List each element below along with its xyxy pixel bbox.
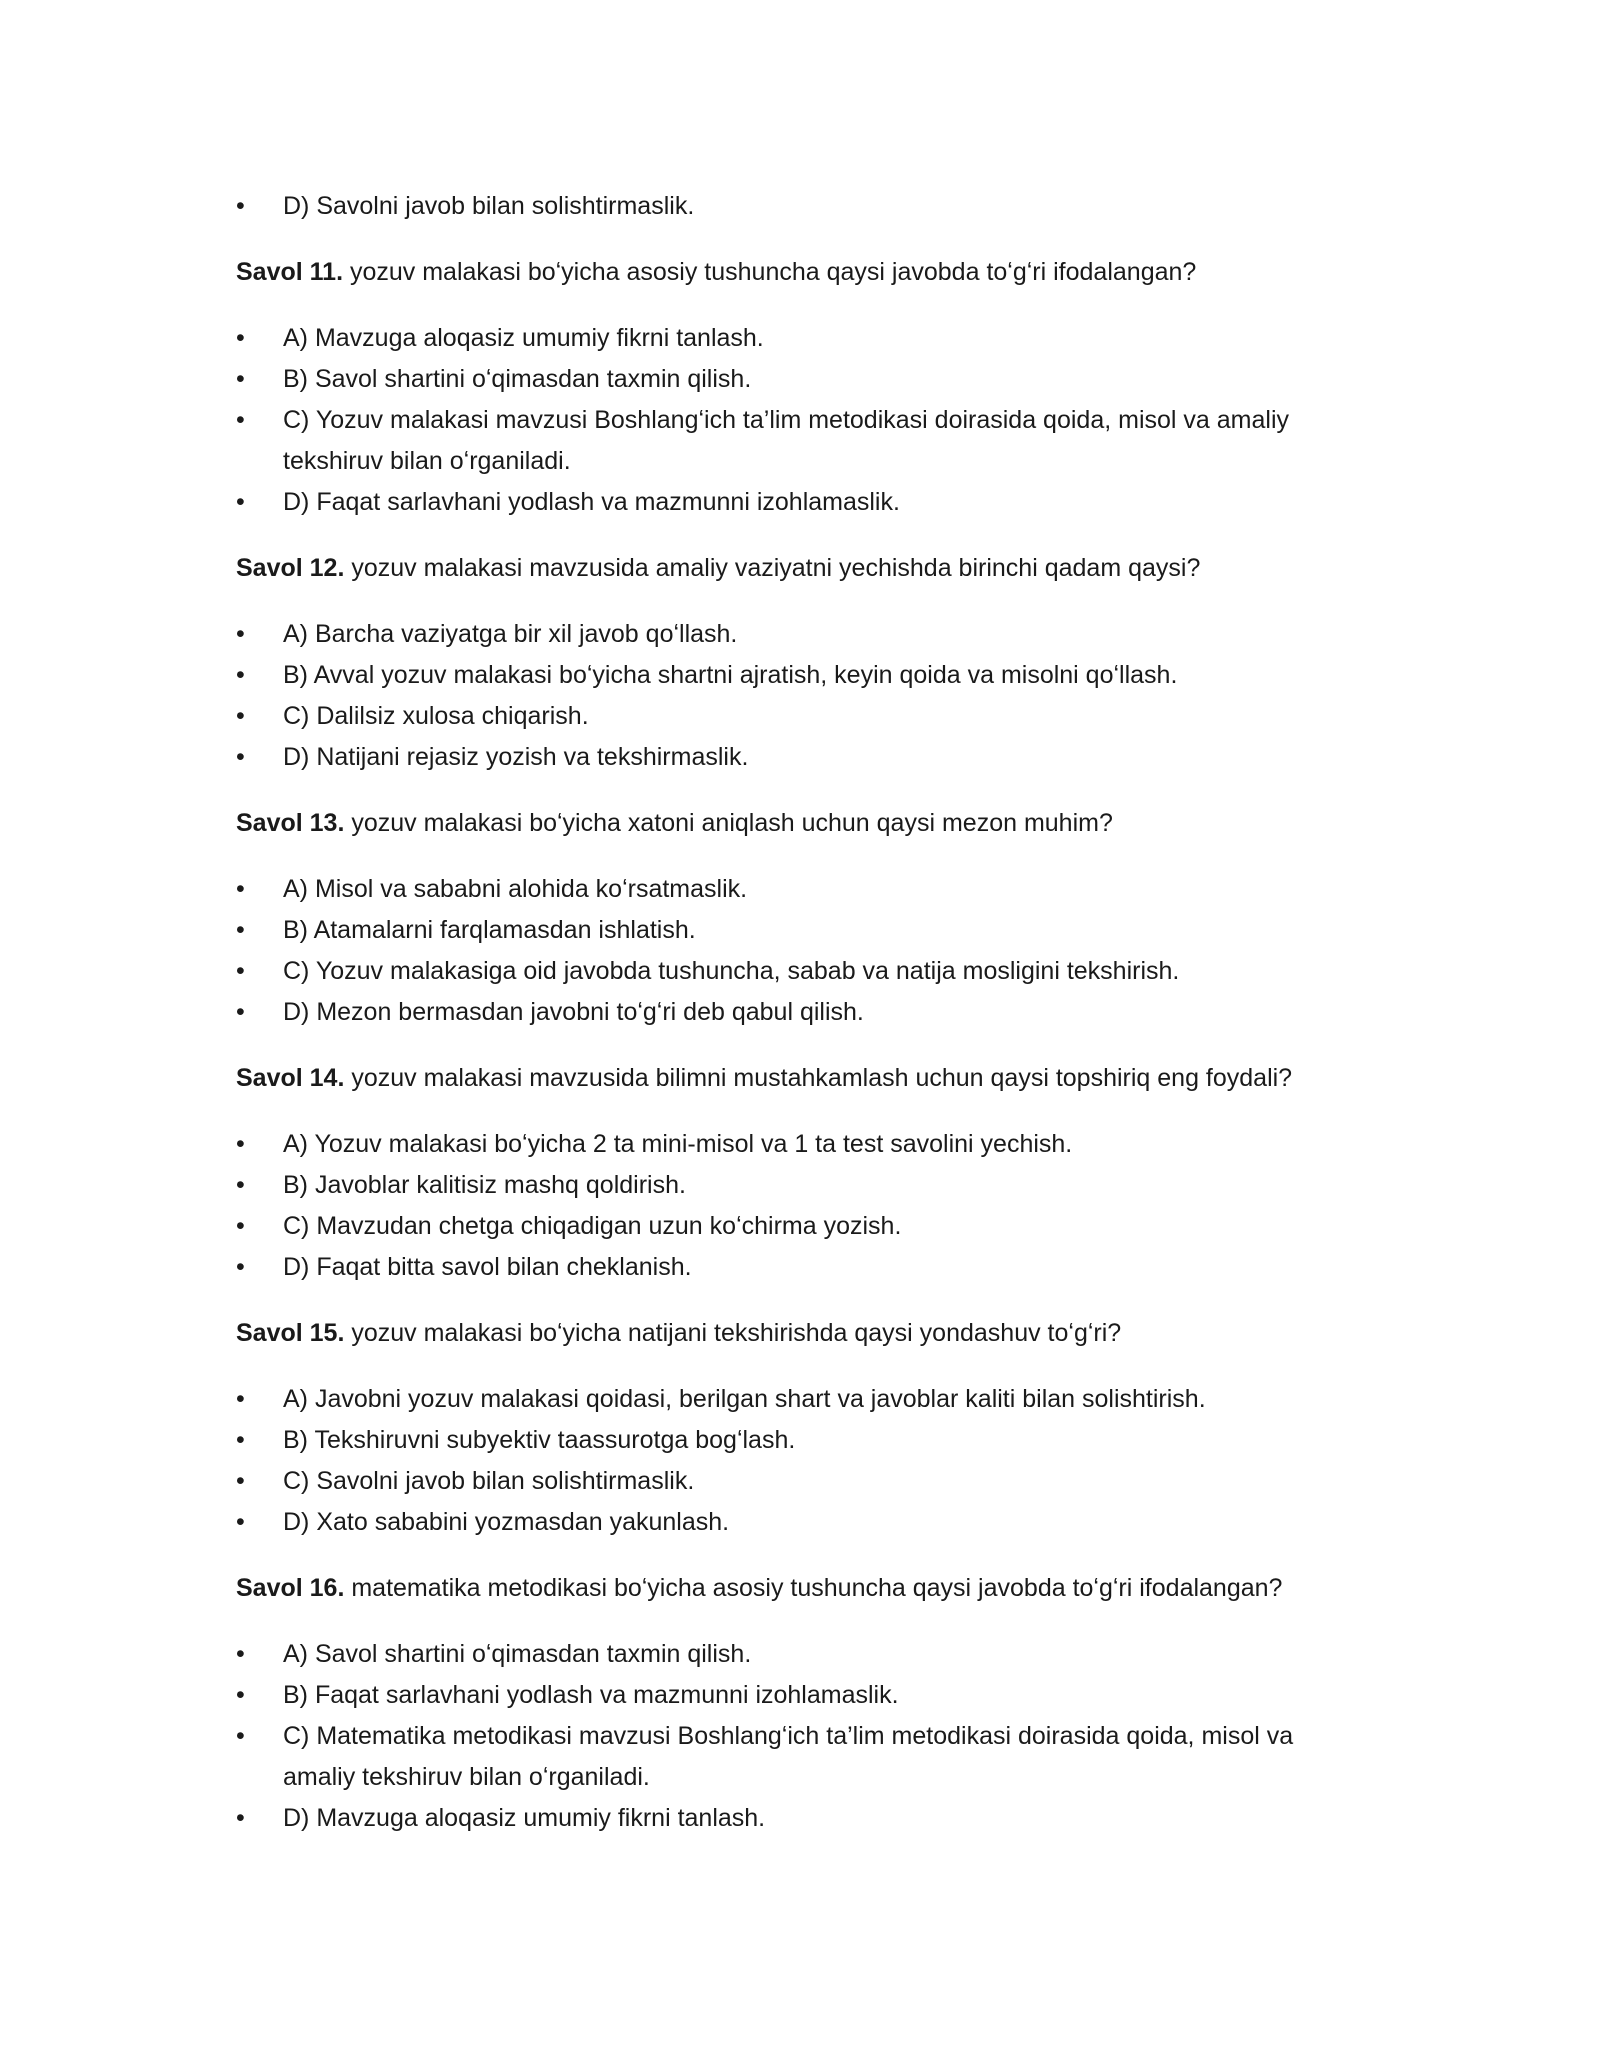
list-item [236,655,1366,696]
list-item [236,1379,1366,1420]
bullet-icon: • [236,998,245,1026]
options-list-11 [236,318,1366,523]
option-text: C) Matematika metodikasi mavzusi Boshlangʻich ta’lim metodikasi doirasida qoida, misol va amaliy tekshiruv bilan oʻrganiladi. [283,1722,1294,1791]
bullet-icon: • [236,1722,245,1750]
list-item [236,910,1366,951]
bullet-icon: • [236,702,245,730]
option-text: D) Faqat sarlavhani yodlash va mazmunni izohlamaslik. [283,488,900,516]
option-text: B) Atamalarni farqlamasdan ishlatish. [283,916,696,944]
option-text: C) Yozuv malakasiga oid javobda tushuncha, sabab va natija mosligini tekshirish. [283,957,1180,985]
list-item [236,1420,1366,1461]
list-item [236,1716,1366,1798]
question-text: matematika metodikasi boʻyicha asosiy tushuncha qaysi javobda toʻgʻri ifodalangan? [344,1574,1283,1602]
list-item [236,737,1366,778]
option-text: D) Natijani rejasiz yozish va tekshirmaslik. [283,743,749,771]
list-item [236,482,1366,523]
list-item [236,1502,1366,1543]
option-text: C) Mavzudan chetga chiqadigan uzun koʻchirma yozish. [283,1212,902,1240]
list-item [236,992,1366,1033]
list-item [236,186,1366,227]
bullet-icon: • [236,1804,245,1832]
option-text: A) Javobni yozuv malakasi qoidasi, berilgan shart va javoblar kaliti bilan solishtirish. [283,1385,1206,1413]
question-label: Savol 12. [236,554,345,582]
list-item [236,1206,1366,1247]
option-text: A) Misol va sababni alohida koʻrsatmaslik. [283,875,748,903]
option-text: A) Mavzuga aloqasiz umumiy fikrni tanlash. [283,324,764,352]
bullet-icon: • [236,1171,245,1199]
question-label: Savol 14. [236,1064,345,1092]
document-content [236,186,1366,1839]
bullet-icon: • [236,1426,245,1454]
list-item [236,951,1366,992]
bullet-icon: • [236,1467,245,1495]
list-item [236,359,1366,400]
list-item [236,1247,1366,1288]
option-text: D) Savolni javob bilan solishtirmaslik. [283,192,695,220]
list-item [236,318,1366,359]
bullet-icon: • [236,324,245,352]
option-text: D) Mavzuga aloqasiz umumiy fikrni tanlash. [283,1804,766,1832]
question-label: Savol 13. [236,809,345,837]
question-15 [236,1313,1366,1354]
bullet-icon: • [236,875,245,903]
bullet-icon: • [236,916,245,944]
list-item [236,1634,1366,1675]
list-item [236,1124,1366,1165]
list-item [236,614,1366,655]
options-list-13 [236,869,1366,1033]
question-13 [236,803,1366,844]
options-list-16 [236,1634,1366,1839]
question-label: Savol 11. [236,258,344,286]
option-text: B) Tekshiruvni subyektiv taassurotga bogʻlash. [283,1426,796,1454]
bullet-icon: • [236,488,245,516]
question-text: yozuv malakasi mavzusida amaliy vaziyatni yechishda birinchi qadam qaysi? [344,554,1201,582]
bullet-icon: • [236,1212,245,1240]
question-16 [236,1568,1366,1609]
bullet-icon: • [236,1640,245,1668]
list-item [236,696,1366,737]
option-text: C) Yozuv malakasi mavzusi Boshlangʻich ta’lim metodikasi doirasida qoida, misol va amaliy tekshiruv bilan oʻrganiladi. [283,406,1289,475]
list-item [236,1165,1366,1206]
list-item [236,1675,1366,1716]
options-list-14 [236,1124,1366,1288]
option-text: C) Dalilsiz xulosa chiqarish. [283,702,589,730]
option-text: D) Mezon bermasdan javobni toʻgʻri deb qabul qilish. [283,998,864,1026]
option-text: D) Xato sababini yozmasdan yakunlash. [283,1508,730,1536]
question-label: Savol 16. [236,1574,345,1602]
option-text: B) Savol shartini oʻqimasdan taxmin qilish. [283,365,752,393]
bullet-icon: • [236,1130,245,1158]
list-item [236,1798,1366,1839]
bullet-icon: • [236,620,245,648]
preamble-list [236,186,1366,227]
bullet-icon: • [236,1253,245,1281]
bullet-icon: • [236,1385,245,1413]
bullet-icon: • [236,661,245,689]
option-text: C) Savolni javob bilan solishtirmaslik. [283,1467,695,1495]
question-14 [236,1058,1366,1099]
option-text: D) Faqat bitta savol bilan cheklanish. [283,1253,692,1281]
option-text: A) Yozuv malakasi boʻyicha 2 ta mini-misol va 1 ta test savolini yechish. [283,1130,1073,1158]
question-text: yozuv malakasi mavzusida bilimni mustahkamlash uchun qaysi topshiriq eng foydali? [344,1064,1293,1092]
question-12 [236,548,1366,589]
option-text: B) Faqat sarlavhani yodlash va mazmunni izohlamaslik. [283,1681,899,1709]
list-item [236,400,1366,482]
question-text: yozuv malakasi boʻyicha natijani tekshirishda qaysi yondashuv toʻgʻri? [344,1319,1122,1347]
bullet-icon: • [236,743,245,771]
bullet-icon: • [236,1508,245,1536]
question-label: Savol 15. [236,1319,345,1347]
list-item [236,869,1366,910]
bullet-icon: • [236,365,245,393]
option-text: B) Javoblar kalitisiz mashq qoldirish. [283,1171,686,1199]
options-list-15 [236,1379,1366,1543]
option-text: A) Barcha vaziyatga bir xil javob qoʻllash. [283,620,738,648]
bullet-icon: • [236,1681,245,1709]
bullet-icon: • [236,957,245,985]
option-text: B) Avval yozuv malakasi boʻyicha shartni ajratish, keyin qoida va misolni qoʻllash. [283,661,1178,689]
question-text: yozuv malakasi boʻyicha xatoni aniqlash uchun qaysi mezon muhim? [344,809,1113,837]
bullet-icon: • [236,406,245,434]
question-text: yozuv malakasi boʻyicha asosiy tushuncha qaysi javobda toʻgʻri ifodalangan? [343,258,1197,286]
options-list-12 [236,614,1366,778]
question-11 [236,252,1366,293]
list-item [236,1461,1366,1502]
bullet-icon: • [236,192,245,220]
option-text: A) Savol shartini oʻqimasdan taxmin qilish. [283,1640,752,1668]
